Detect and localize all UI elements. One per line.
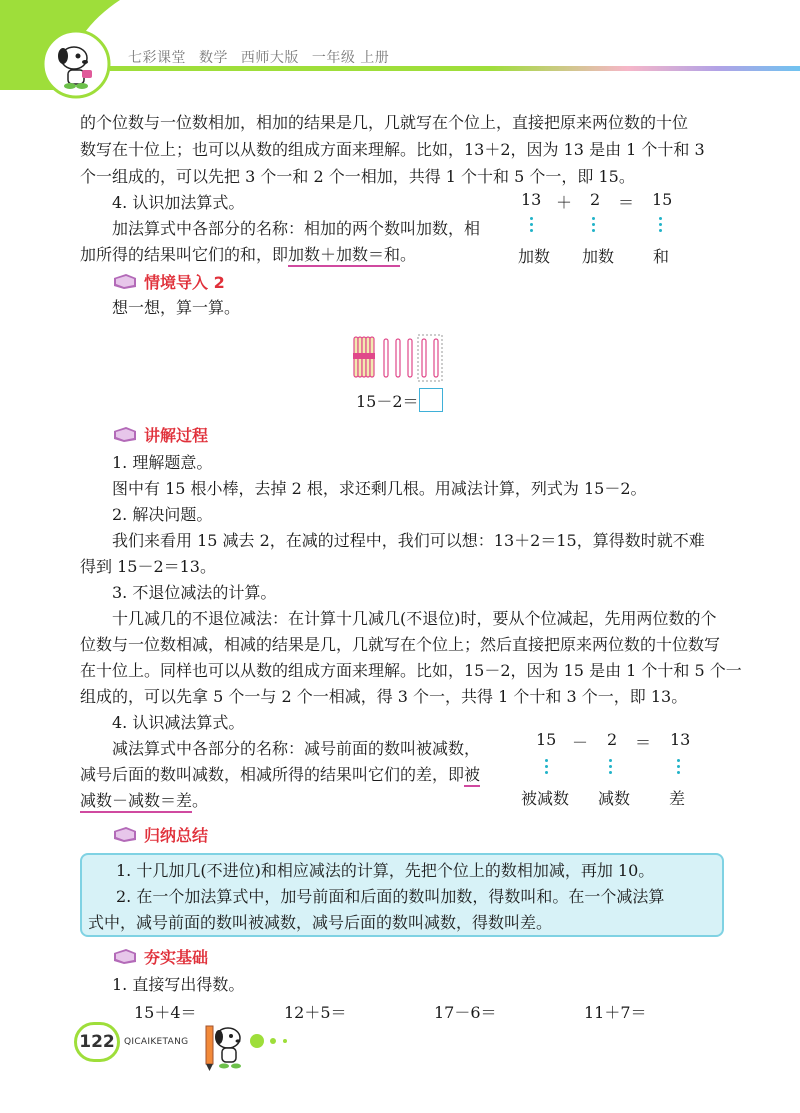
- explain-step3-line2: 位数与一位数相减，相减的结果是几，几就写在个位上；然后直接把原来两位数的十位数写: [80, 635, 721, 654]
- section-scene2: [112, 270, 225, 292]
- dots-connector: [530, 217, 534, 235]
- add-eq-a: 13: [521, 190, 542, 209]
- section-title: 夯实基础: [144, 947, 209, 967]
- scene2-prompt: 想一想，算一算。: [112, 298, 241, 317]
- practice-item-3[interactable]: 17－6＝: [434, 1003, 497, 1022]
- explain-step4-heading: 4. 认识减法算式。: [112, 713, 245, 732]
- practice-q1: 1. 直接写出得数。: [112, 975, 245, 994]
- summary-line-1: 1. 十几加几(不进位)和相应减法的计算，先把个位上的数相加减，再加 10。: [116, 861, 655, 880]
- decor-dot: [250, 1034, 264, 1048]
- add-form-line-1: 加法算式中各部分的名称：相加的两个数叫加数，相: [112, 219, 481, 238]
- dots-connector: [677, 759, 681, 777]
- sub-eq-eq: ＝: [635, 733, 652, 752]
- sub-eq-a: 15: [536, 730, 557, 749]
- intro-line-3: 个一组成的，可以先把 3 个一和 2 个一相加，共得 1 个十和 5 个一，即 15。: [80, 167, 635, 186]
- section-summary: [112, 823, 208, 845]
- book-icon: [112, 425, 138, 443]
- explain-step2-heading: 2. 解决问题。: [112, 505, 213, 524]
- header-band: [0, 0, 800, 90]
- explain-step3-line1: 十几减几的不退位减法：在计算十几减几(不退位)时，要从个位减起，先用两位数的个: [112, 609, 717, 628]
- explain-step2-line2: 得到 15－2＝13。: [80, 557, 216, 576]
- header-title: [128, 47, 397, 67]
- explain-step4-line1: 减法算式中各部分的名称：减号前面的数叫被减数，: [112, 739, 481, 758]
- dots-connector: [545, 759, 549, 777]
- practice-item-1[interactable]: 15＋4＝: [134, 1003, 197, 1022]
- explain-step1-heading: 1. 理解题意。: [112, 453, 213, 472]
- add-label-a: 加数: [518, 247, 551, 266]
- add-form-line-2: [80, 244, 416, 266]
- add-form-line-2-end: 。: [400, 245, 417, 264]
- dots-connector: [659, 217, 663, 235]
- book-icon: [112, 272, 138, 290]
- explain-step4-line2-text: 减号后面的数叫减数，相减所得的结果叫它们的差，即: [80, 765, 465, 784]
- answer-box[interactable]: [419, 388, 443, 412]
- sub-eq-op: －: [572, 733, 589, 752]
- decor-dot: [270, 1038, 276, 1044]
- add-eq-r: 15: [652, 190, 673, 209]
- sub-eq-b: 2: [607, 730, 618, 749]
- sub-formula-underlined: 减数－减数＝差: [80, 791, 192, 813]
- add-form-line-2-text: 加所得的结果叫它们的和，即: [80, 245, 289, 264]
- intro-line-1: 的个位数与一位数相加，相加的结果是几，几就写在个位上，直接把原来两位数的十位: [80, 113, 689, 132]
- dots-connector: [609, 759, 613, 777]
- sub-label-r: 差: [669, 789, 686, 808]
- add-form-heading: 4. 认识加法算式。: [112, 193, 245, 212]
- summary-line-2: 2. 在一个加法算式中，加号前面和后面的数叫加数，得数叫和。在一个减法算: [116, 887, 665, 906]
- book-icon: [112, 947, 138, 965]
- grade-name: 一年级 上册: [311, 50, 390, 66]
- summary-line-3: 式中，减号前面的数叫被减数，减号后面的数叫减数，得数叫差。: [88, 913, 553, 932]
- sub-eq-r: 13: [670, 730, 691, 749]
- explain-step2-line1: 我们来看用 15 减去 2，在减的过程中，我们可以想：13＋2＝15，算得数时就不难: [112, 531, 705, 550]
- add-label-b: 加数: [582, 247, 615, 266]
- sub-label-b: 减数: [598, 789, 631, 808]
- section-title: 讲解过程: [144, 425, 209, 445]
- add-formula-underlined: 加数＋加数＝和: [288, 245, 400, 267]
- add-eq-op: ＋: [556, 193, 573, 212]
- scene2-equation: 15－2＝: [356, 392, 419, 411]
- series-name: 七彩课堂: [128, 50, 186, 66]
- dog-mascot-icon: [40, 28, 112, 100]
- dog-pencil-mascot-icon: [200, 1020, 248, 1072]
- explain-step3-line4: 组成的，可以先拿 5 个一与 2 个一相减，得 3 个一，共得 1 个十和 3 个一，即 13。: [80, 687, 688, 706]
- explain-step3-line3: 在十位上。同样也可以从数的组成方面来理解。比如，15－2，因为 15 是由 1 个十和 5 个一: [80, 661, 742, 680]
- section-title: 归纳总结: [144, 825, 209, 845]
- add-label-r: 和: [653, 247, 670, 266]
- edition-name: 西师大版: [240, 50, 299, 66]
- practice-item-2[interactable]: 12＋5＝: [284, 1003, 347, 1022]
- section-explain: [112, 423, 208, 445]
- explain-step4-line2: [80, 764, 480, 786]
- book-icon: [112, 825, 138, 843]
- practice-item-4[interactable]: 11＋7＝: [584, 1003, 647, 1022]
- page-number: 122: [74, 1022, 120, 1062]
- sticks-illustration: [352, 333, 444, 383]
- section-title: 情境导入 2: [144, 272, 225, 292]
- sub-formula-underlined-start: 被: [464, 765, 480, 787]
- decor-dot: [283, 1039, 287, 1043]
- explain-step4-line3-end: 。: [192, 791, 209, 810]
- section-practice: [112, 945, 208, 967]
- footer-brand: QICAIKETANG: [124, 1037, 189, 1047]
- add-eq-b: 2: [590, 190, 601, 209]
- sub-label-a: 被减数: [521, 789, 570, 808]
- explain-step3-heading: 3. 不退位减法的计算。: [112, 583, 277, 602]
- subject-name: 数学: [198, 50, 228, 66]
- intro-line-2: 数写在十位上；也可以从数的组成方面来理解。比如，13＋2，因为 13 是由 1 个十和 3: [80, 140, 705, 159]
- add-eq-eq: ＝: [618, 193, 635, 212]
- dots-connector: [592, 217, 596, 235]
- explain-step1-body: 图中有 15 根小棒，去掉 2 根，求还剩几根。用减法计算，列式为 15－2。: [112, 479, 647, 498]
- explain-step4-line3: [80, 790, 208, 812]
